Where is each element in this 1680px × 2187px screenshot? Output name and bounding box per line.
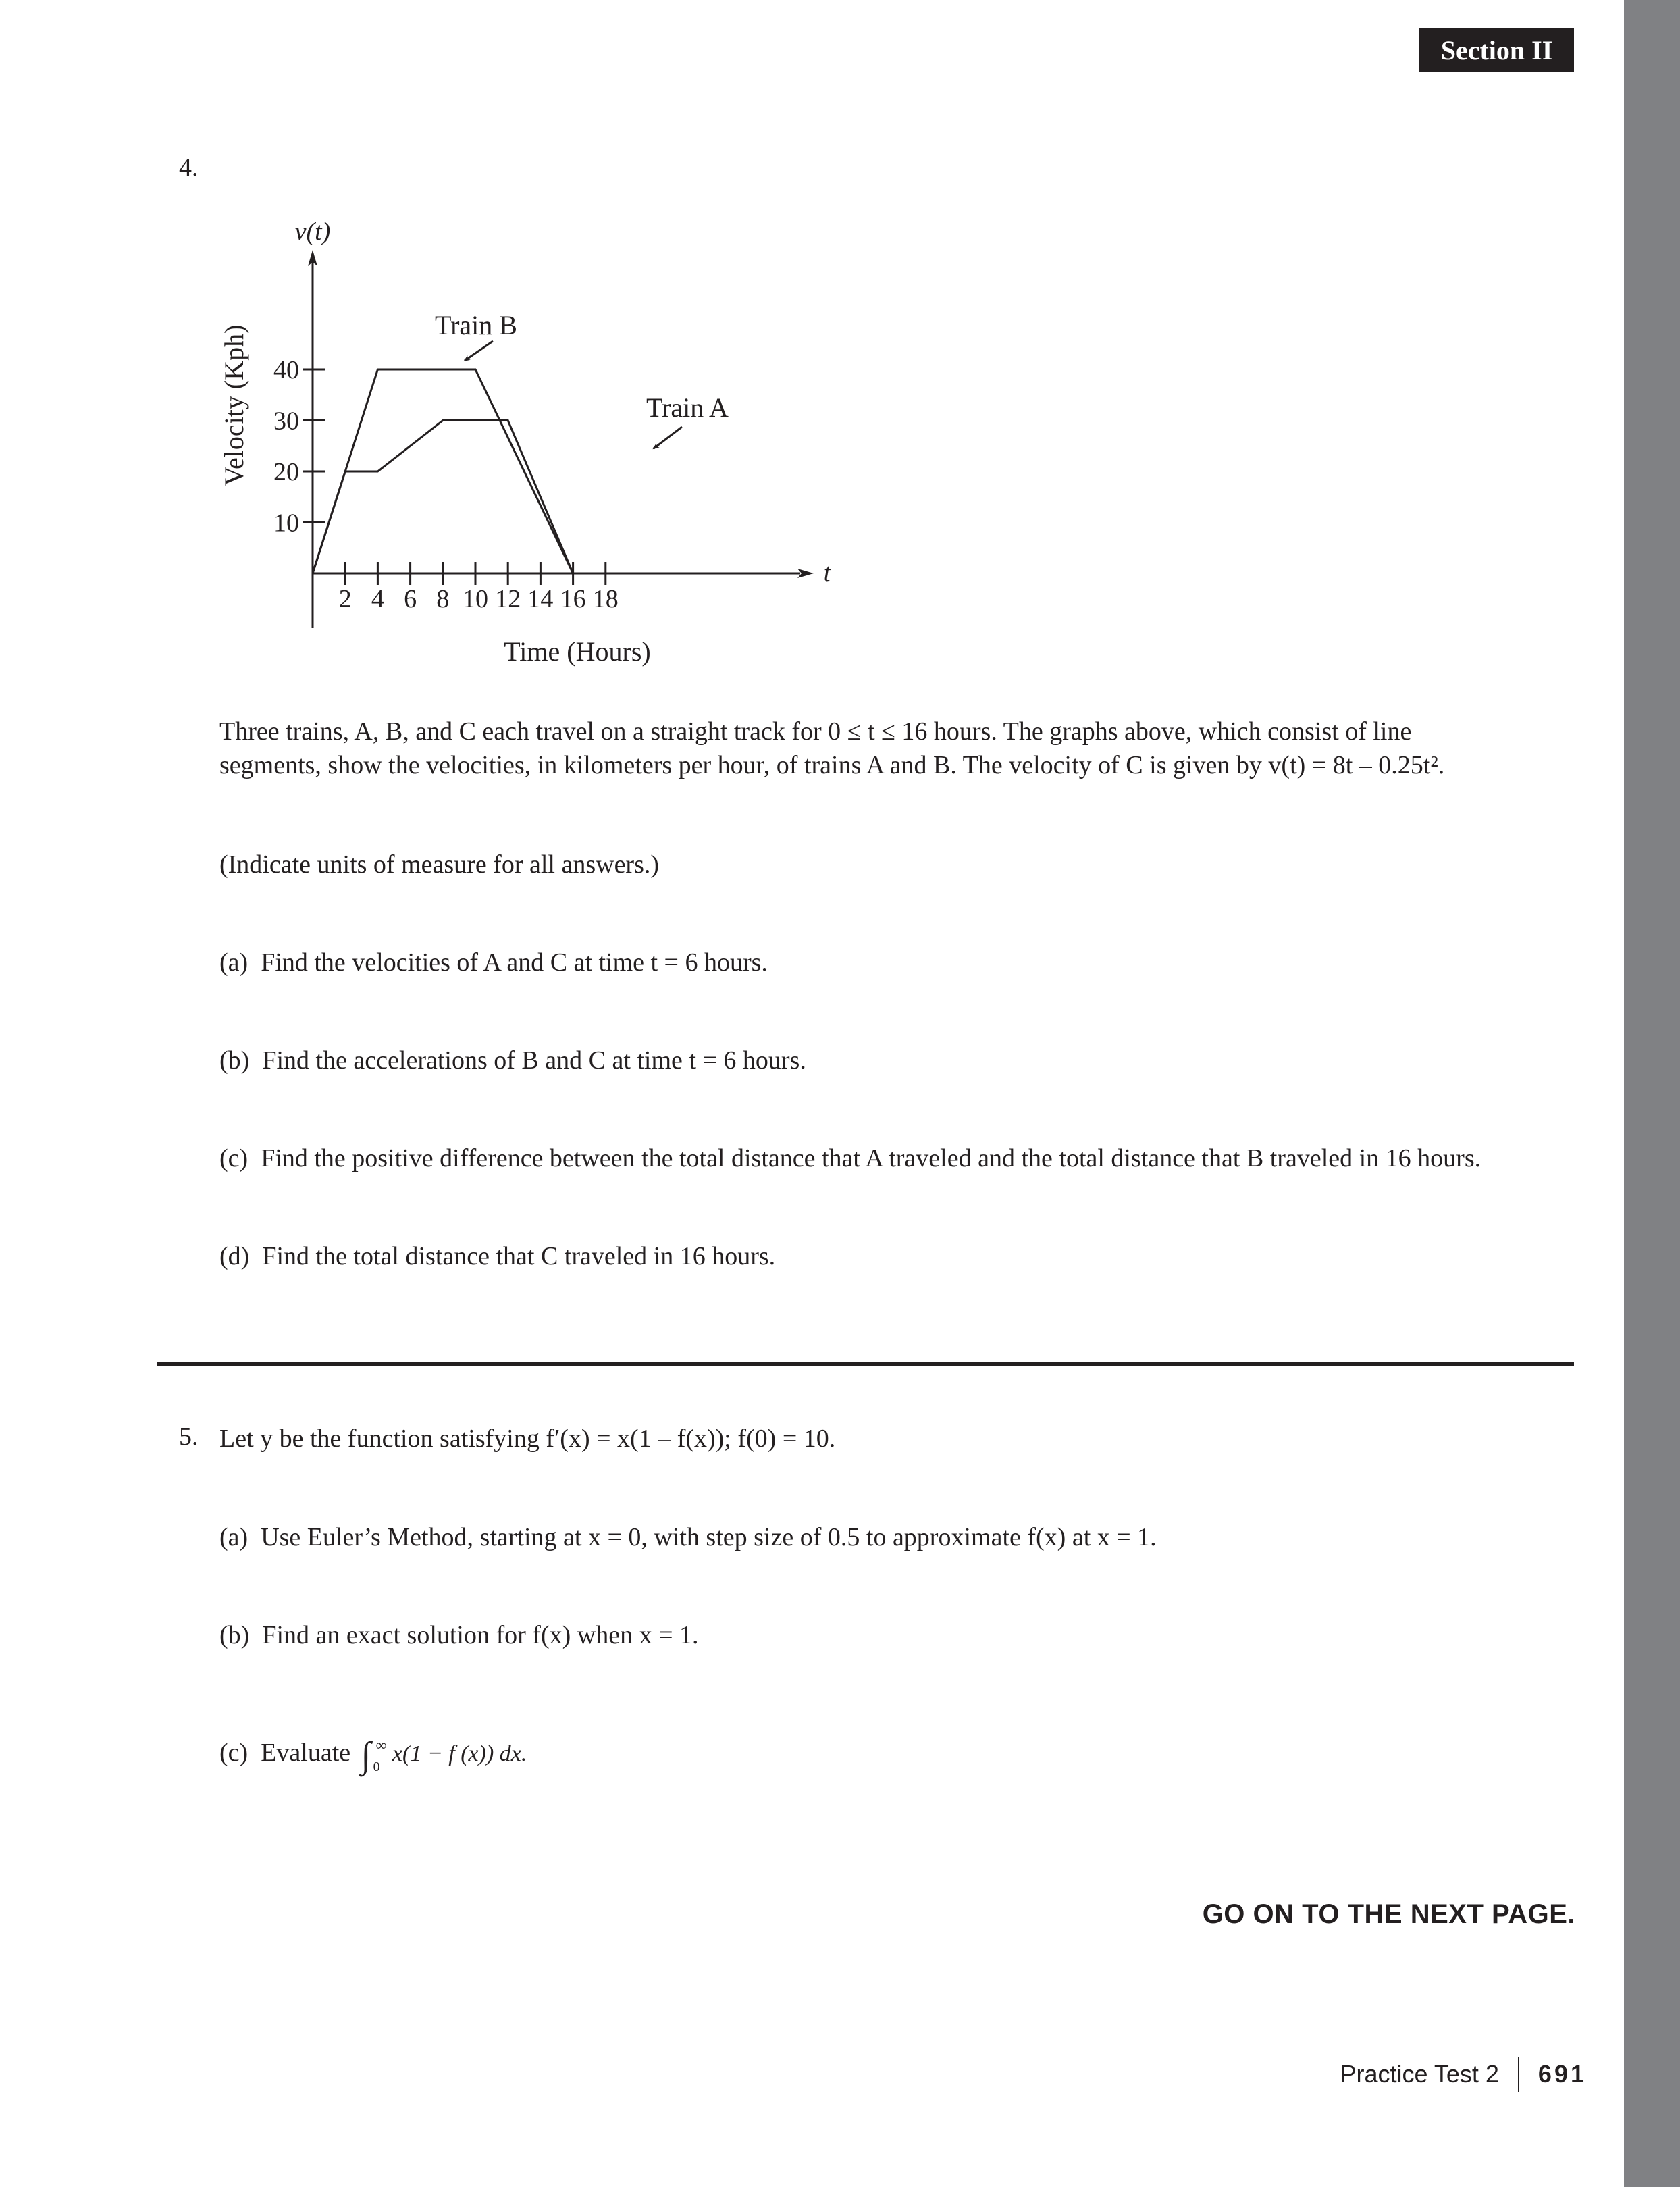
y-tick-label: 40 [273, 356, 299, 384]
part-text: Find the accelerations of B and C at time t = 6 hours. [262, 1046, 806, 1075]
q4-part-b [219, 1044, 806, 1077]
q5-part-c [219, 1734, 527, 1776]
q4-part-c [219, 1141, 1481, 1175]
integral-lower-limit: 0 [373, 1759, 380, 1775]
integral-sign-icon: ∫ ∞ 0 [361, 1738, 371, 1772]
question-4-number: 4. [179, 153, 199, 182]
y-ticks [273, 356, 325, 538]
part-text: Find the velocities of A and C at time t = 6 hours. [261, 948, 768, 977]
x-tick-label: 18 [592, 585, 619, 613]
x-tick-label: 12 [495, 585, 521, 613]
part-label: (d) [219, 1242, 250, 1270]
part-text: Find the positive difference between the total distance that A traveled and the total distance that B traveled in 16 hours. [261, 1144, 1481, 1173]
question-5-number: 5. [179, 1422, 199, 1451]
y-tick-label: 30 [273, 407, 299, 436]
part-label: (c) [219, 1739, 248, 1767]
part-label: (c) [219, 1144, 248, 1173]
velocity-chart [203, 203, 878, 689]
section-divider [157, 1362, 1574, 1366]
page-footer [1340, 2057, 1587, 2092]
x-tick-label: 16 [560, 585, 586, 613]
part-text: Find an exact solution for f(x) when x = 1. [262, 1621, 699, 1649]
go-on-next-page: GO ON TO THE NEXT PAGE. [1202, 1899, 1575, 1929]
page-number: 691 [1538, 2060, 1587, 2088]
x-tick-label: 2 [338, 585, 352, 613]
x-axis-symbol: t [823, 559, 831, 587]
section-badge: Section II [1419, 28, 1574, 72]
x-tick-label: 6 [404, 585, 417, 613]
part-label: (b) [219, 1046, 250, 1075]
part-text: Evaluate [261, 1739, 351, 1767]
x-tick-label: 10 [463, 585, 488, 613]
train-a-label: Train A [646, 392, 729, 423]
q5-stem: Let y be the function satisfying f′(x) = x(1 – f(x)); f(0) = 10. [219, 1424, 836, 1453]
part-label: (a) [219, 1523, 248, 1551]
train-a-line [313, 421, 573, 574]
y-axis-label: Velocity (Kph) [219, 324, 249, 486]
q4-part-a [219, 946, 768, 979]
test-name: Practice Test 2 [1340, 2060, 1499, 2088]
x-axis-label: Time (Hours) [504, 636, 651, 667]
part-text: Find the total distance that C traveled in 16 hours. [262, 1242, 776, 1270]
part-text: Use Euler’s Method, starting at x = 0, with step size of 0.5 to approximate f(x) at x = 1. [261, 1523, 1157, 1551]
q5-part-b [219, 1618, 699, 1652]
x-ticks [339, 562, 619, 613]
y-tick-label: 20 [273, 458, 299, 486]
q4-part-d [219, 1239, 775, 1273]
y-axis-symbol: v(t) [294, 217, 331, 246]
q4-units-note: (Indicate units of measure for all answers.) [219, 850, 660, 879]
q4-intro-line-2: segments, show the velocities, in kilometers per hour, of trains A and B. The velocity of C is given by v(t) = 8t – 0.25t². [219, 751, 1445, 779]
train-b-label: Train B [435, 310, 517, 340]
part-label: (b) [219, 1621, 250, 1649]
x-tick-label: 8 [436, 585, 450, 613]
integrand: x(1 − f (x)) dx. [392, 1741, 527, 1766]
train-a-pointer [654, 427, 682, 448]
y-tick-label: 10 [273, 509, 299, 538]
train-b-pointer [465, 341, 493, 361]
x-tick-label: 14 [527, 585, 554, 613]
q4-intro-line-1: Three trains, A, B, and C each travel on a straight track for 0 ≤ t ≤ 16 hours. The graphs above, which consist of line [219, 717, 1412, 746]
integral-upper-limit: ∞ [375, 1736, 387, 1754]
part-label: (a) [219, 948, 248, 977]
footer-separator [1518, 2057, 1519, 2092]
page-edge-strip [1624, 0, 1680, 2187]
x-tick-label: 4 [371, 585, 384, 613]
q5-part-a [219, 1520, 1157, 1554]
